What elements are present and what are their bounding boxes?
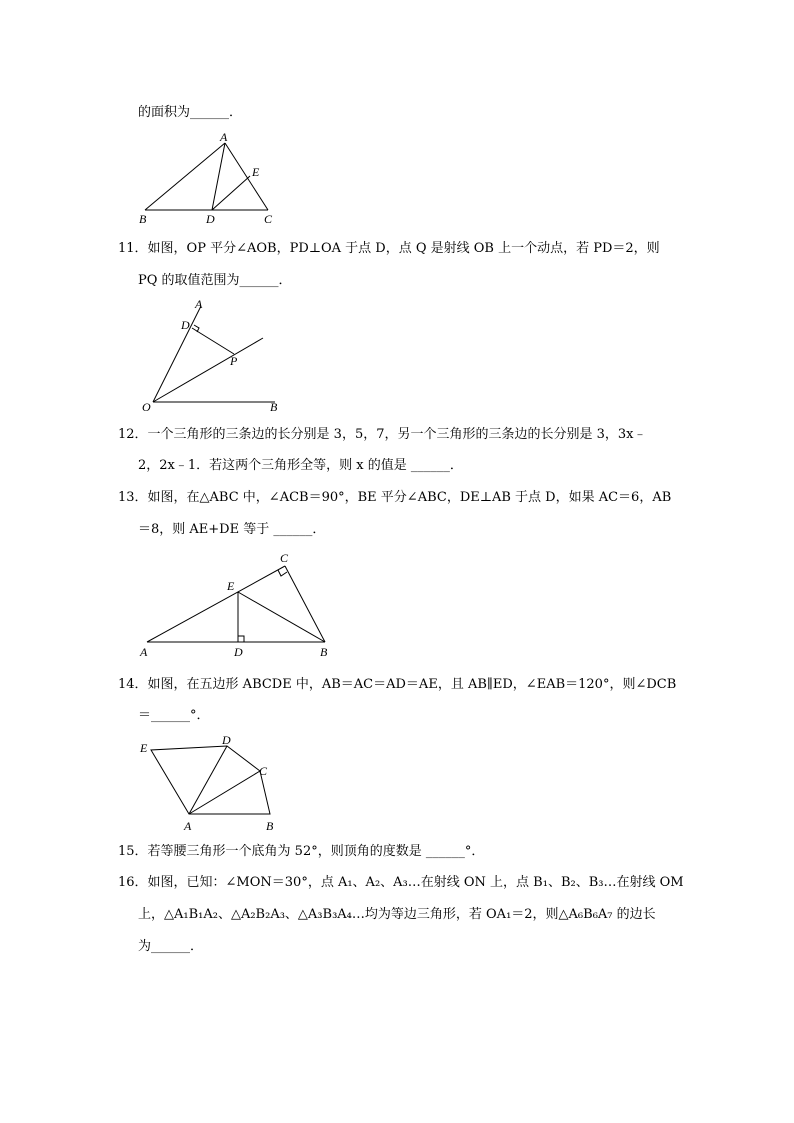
label-b: B — [270, 400, 278, 414]
right-angle-mark-c — [278, 570, 287, 576]
label-d: D — [181, 318, 190, 332]
figure-14 — [135, 730, 295, 838]
figure-11 — [135, 296, 295, 418]
label-e: E — [227, 579, 235, 593]
pentagon-abcde — [151, 746, 270, 814]
label-c: C — [280, 551, 289, 565]
figure-13 — [135, 548, 335, 663]
q14-line1: 14．如图，在五边形 ABCDE 中，AB＝AC＝AD＝AE，且 AB∥ED，∠EAB＝120°，则∠DCB — [118, 677, 677, 692]
segment-ab — [145, 143, 225, 210]
q12-line1: 12．一个三角形的三条边的长分别是 3，5，7，另一个三角形的三条边的长分别是 3，3x﹣ — [118, 427, 647, 442]
segment-ac — [189, 771, 260, 814]
segment-ad — [189, 746, 227, 814]
q16-line1: 16．如图，已知：∠MON＝30°，点 A₁、A₂、A₃…在射线 ON 上，点 B₁、B₂、B₃…在射线 OM — [118, 875, 684, 890]
label-e: E — [252, 165, 260, 179]
label-c: C — [259, 764, 268, 778]
q13-line2: ＝8，则 AE+DE 等于 ______． — [138, 522, 326, 537]
label-a: A — [220, 130, 228, 144]
segment-ac — [147, 566, 285, 642]
label-c: C — [264, 212, 273, 226]
label-p: P — [230, 354, 238, 368]
label-b: B — [139, 212, 147, 226]
q11-line1: 11．如图，OP 平分∠AOB，PD⊥OA 于点 D，点 Q 是射线 OB 上一个动点，若 PD＝2，则 — [118, 241, 660, 256]
label-b: B — [320, 645, 328, 659]
q13-line1: 13．如图，在△ABC 中，∠ACB＝90°，BE 平分∠ABC，DE⊥AB 于点 D，如果 AC＝6，AB — [118, 490, 672, 505]
label-o: O — [142, 400, 151, 414]
label-a: A — [184, 819, 192, 833]
q14-line2: ＝______°． — [138, 708, 210, 723]
label-d: D — [234, 645, 243, 659]
figure-10 — [130, 128, 290, 228]
label-a: A — [140, 645, 148, 659]
label-e: E — [140, 741, 148, 755]
segment-pd — [192, 328, 234, 354]
segment-ac — [225, 143, 268, 210]
q16-line3: 为______． — [138, 939, 204, 954]
label-b: B — [266, 819, 274, 833]
right-angle-mark-d — [238, 636, 244, 642]
q15-line1: 15．若等腰三角形一个底角为 52°，则顶角的度数是 ______°． — [118, 844, 485, 859]
label-a: A — [195, 297, 203, 311]
q12-line2: 2，2x﹣1．若这两个三角形全等，则 x 的值是 ______． — [138, 458, 463, 473]
label-d: D — [222, 733, 231, 747]
q11-line2: PQ 的取值范围为______． — [138, 273, 292, 288]
q16-line2: 上，△A₁B₁A₂、△A₂B₂A₃、△A₃B₃A₄…均为等边三角形，若 OA₁＝2，则△A₆B₆A₇ 的边长 — [138, 907, 656, 922]
label-d: D — [206, 212, 215, 226]
q10-text: 的面积为______． — [138, 105, 243, 120]
